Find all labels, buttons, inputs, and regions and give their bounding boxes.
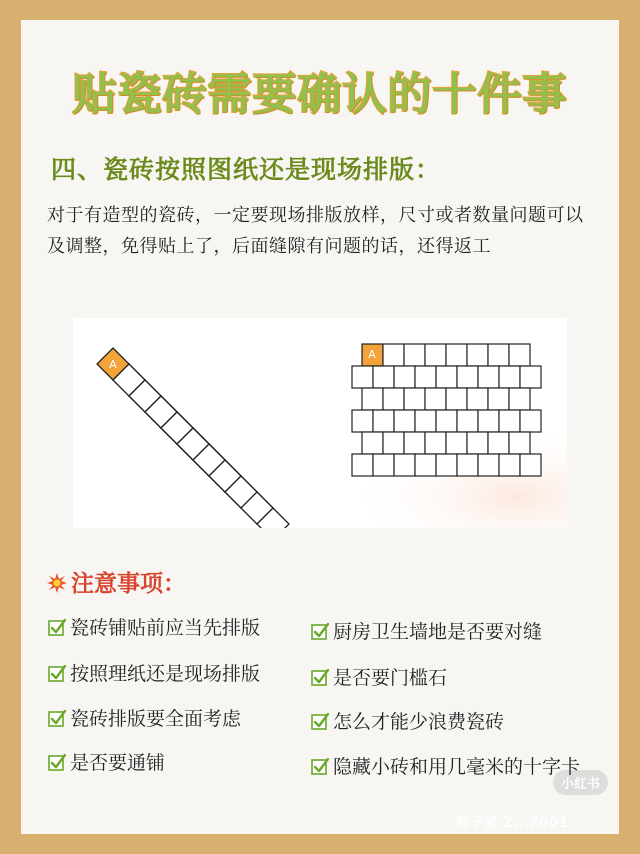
checkbox-checked-icon <box>48 665 66 683</box>
brick-tile <box>478 410 499 432</box>
brick-tile <box>457 366 478 388</box>
checkbox-checked-icon <box>311 713 329 731</box>
brick-tile <box>457 454 478 476</box>
notes-heading <box>47 565 186 598</box>
watermark-line: 柚子家 Z...2001 <box>456 815 568 831</box>
brick-tile <box>509 388 530 410</box>
brick-tile <box>425 388 446 410</box>
checklist-item <box>48 613 260 640</box>
brick-tile <box>404 432 425 454</box>
brick-tile <box>373 454 394 476</box>
checklist-item <box>48 748 165 775</box>
tile-a-label-right: A <box>368 348 376 361</box>
brick-tile <box>362 432 383 454</box>
brick-tile <box>394 410 415 432</box>
brick-tile <box>509 432 530 454</box>
checklist-item-text: 隐藏小砖和用几毫米的十字卡 <box>333 756 581 778</box>
checkbox-checked-icon <box>311 669 329 687</box>
checklist-item-text: 按照理纸还是现场排版 <box>70 663 261 685</box>
brick-tile <box>373 410 394 432</box>
brick-tile <box>478 366 499 388</box>
brick-tile <box>394 366 415 388</box>
staggered-tile-grid <box>352 344 541 476</box>
tile-layout-diagram <box>73 318 567 528</box>
brick-tile <box>404 388 425 410</box>
checklist-item <box>311 663 447 690</box>
brick-tile <box>404 344 425 366</box>
brick-tile <box>436 454 457 476</box>
checkbox-checked-icon <box>311 758 329 776</box>
checklist-item <box>311 707 504 734</box>
brick-tile <box>509 344 530 366</box>
brick-tile <box>478 454 499 476</box>
section-body: 对于有造型的瓷砖，一定要现场排版放样，尺寸或者数量问题可以及调整，免得贴上了，后面缝隙有问题的话，还得返工 <box>47 205 584 257</box>
brick-tile <box>520 366 541 388</box>
checklist-item-text: 瓷砖铺贴前应当先排版 <box>70 617 261 639</box>
brick-tile <box>467 432 488 454</box>
checklist-item-text: 厨房卫生墙地是否要对缝 <box>333 621 543 643</box>
watermark-badge: 小红书 <box>553 770 608 795</box>
brick-tile <box>415 366 436 388</box>
brick-tile <box>446 344 467 366</box>
brick-tile <box>488 344 509 366</box>
checklist-item-text: 是否要通铺 <box>70 752 166 774</box>
notes-heading-text: 注意事项： <box>71 571 186 597</box>
brick-tile <box>352 454 373 476</box>
brick-tile <box>520 454 541 476</box>
checkbox-checked-icon <box>48 619 66 637</box>
tile-a-label-left: A <box>109 358 117 371</box>
checklist-item-text: 怎么才能少浪费瓷砖 <box>333 711 505 733</box>
brick-tile <box>488 388 509 410</box>
brick-tile <box>436 366 457 388</box>
checklist-item <box>311 617 542 644</box>
brick-tile <box>446 432 467 454</box>
brick-tile <box>488 432 509 454</box>
brick-tile <box>520 410 541 432</box>
brick-tile <box>394 454 415 476</box>
brick-tile <box>467 344 488 366</box>
brick-tile <box>362 388 383 410</box>
brick-tile <box>425 432 446 454</box>
brick-tile <box>383 344 404 366</box>
page-title: 贴瓷砖需要确认的十件事 <box>72 69 568 120</box>
brick-tile <box>425 344 446 366</box>
brick-tile <box>436 410 457 432</box>
brick-tile <box>415 454 436 476</box>
brick-tile <box>499 366 520 388</box>
checklist-item-text: 瓷砖排版要全面考虑 <box>70 708 242 730</box>
checklist-item-text: 是否要门槛石 <box>333 667 448 689</box>
burst-icon <box>47 573 67 593</box>
tile-diagram-svg <box>73 318 567 528</box>
checklist-item <box>311 752 580 779</box>
section-heading: 四、瓷砖按照图纸还是现场排版： <box>51 155 442 184</box>
brick-tile <box>499 454 520 476</box>
brick-tile <box>499 410 520 432</box>
brick-tile <box>373 366 394 388</box>
brick-tile <box>457 410 478 432</box>
brick-tile <box>352 410 373 432</box>
brick-tile <box>383 432 404 454</box>
checkbox-checked-icon <box>48 754 66 772</box>
brick-tile <box>383 388 404 410</box>
brick-tile <box>446 388 467 410</box>
brick-tile <box>415 410 436 432</box>
checkbox-checked-icon <box>48 710 66 728</box>
checklist-item <box>48 659 260 686</box>
checkbox-checked-icon <box>311 623 329 641</box>
brick-tile <box>352 366 373 388</box>
brick-tile <box>467 388 488 410</box>
checklist-item <box>48 704 241 731</box>
